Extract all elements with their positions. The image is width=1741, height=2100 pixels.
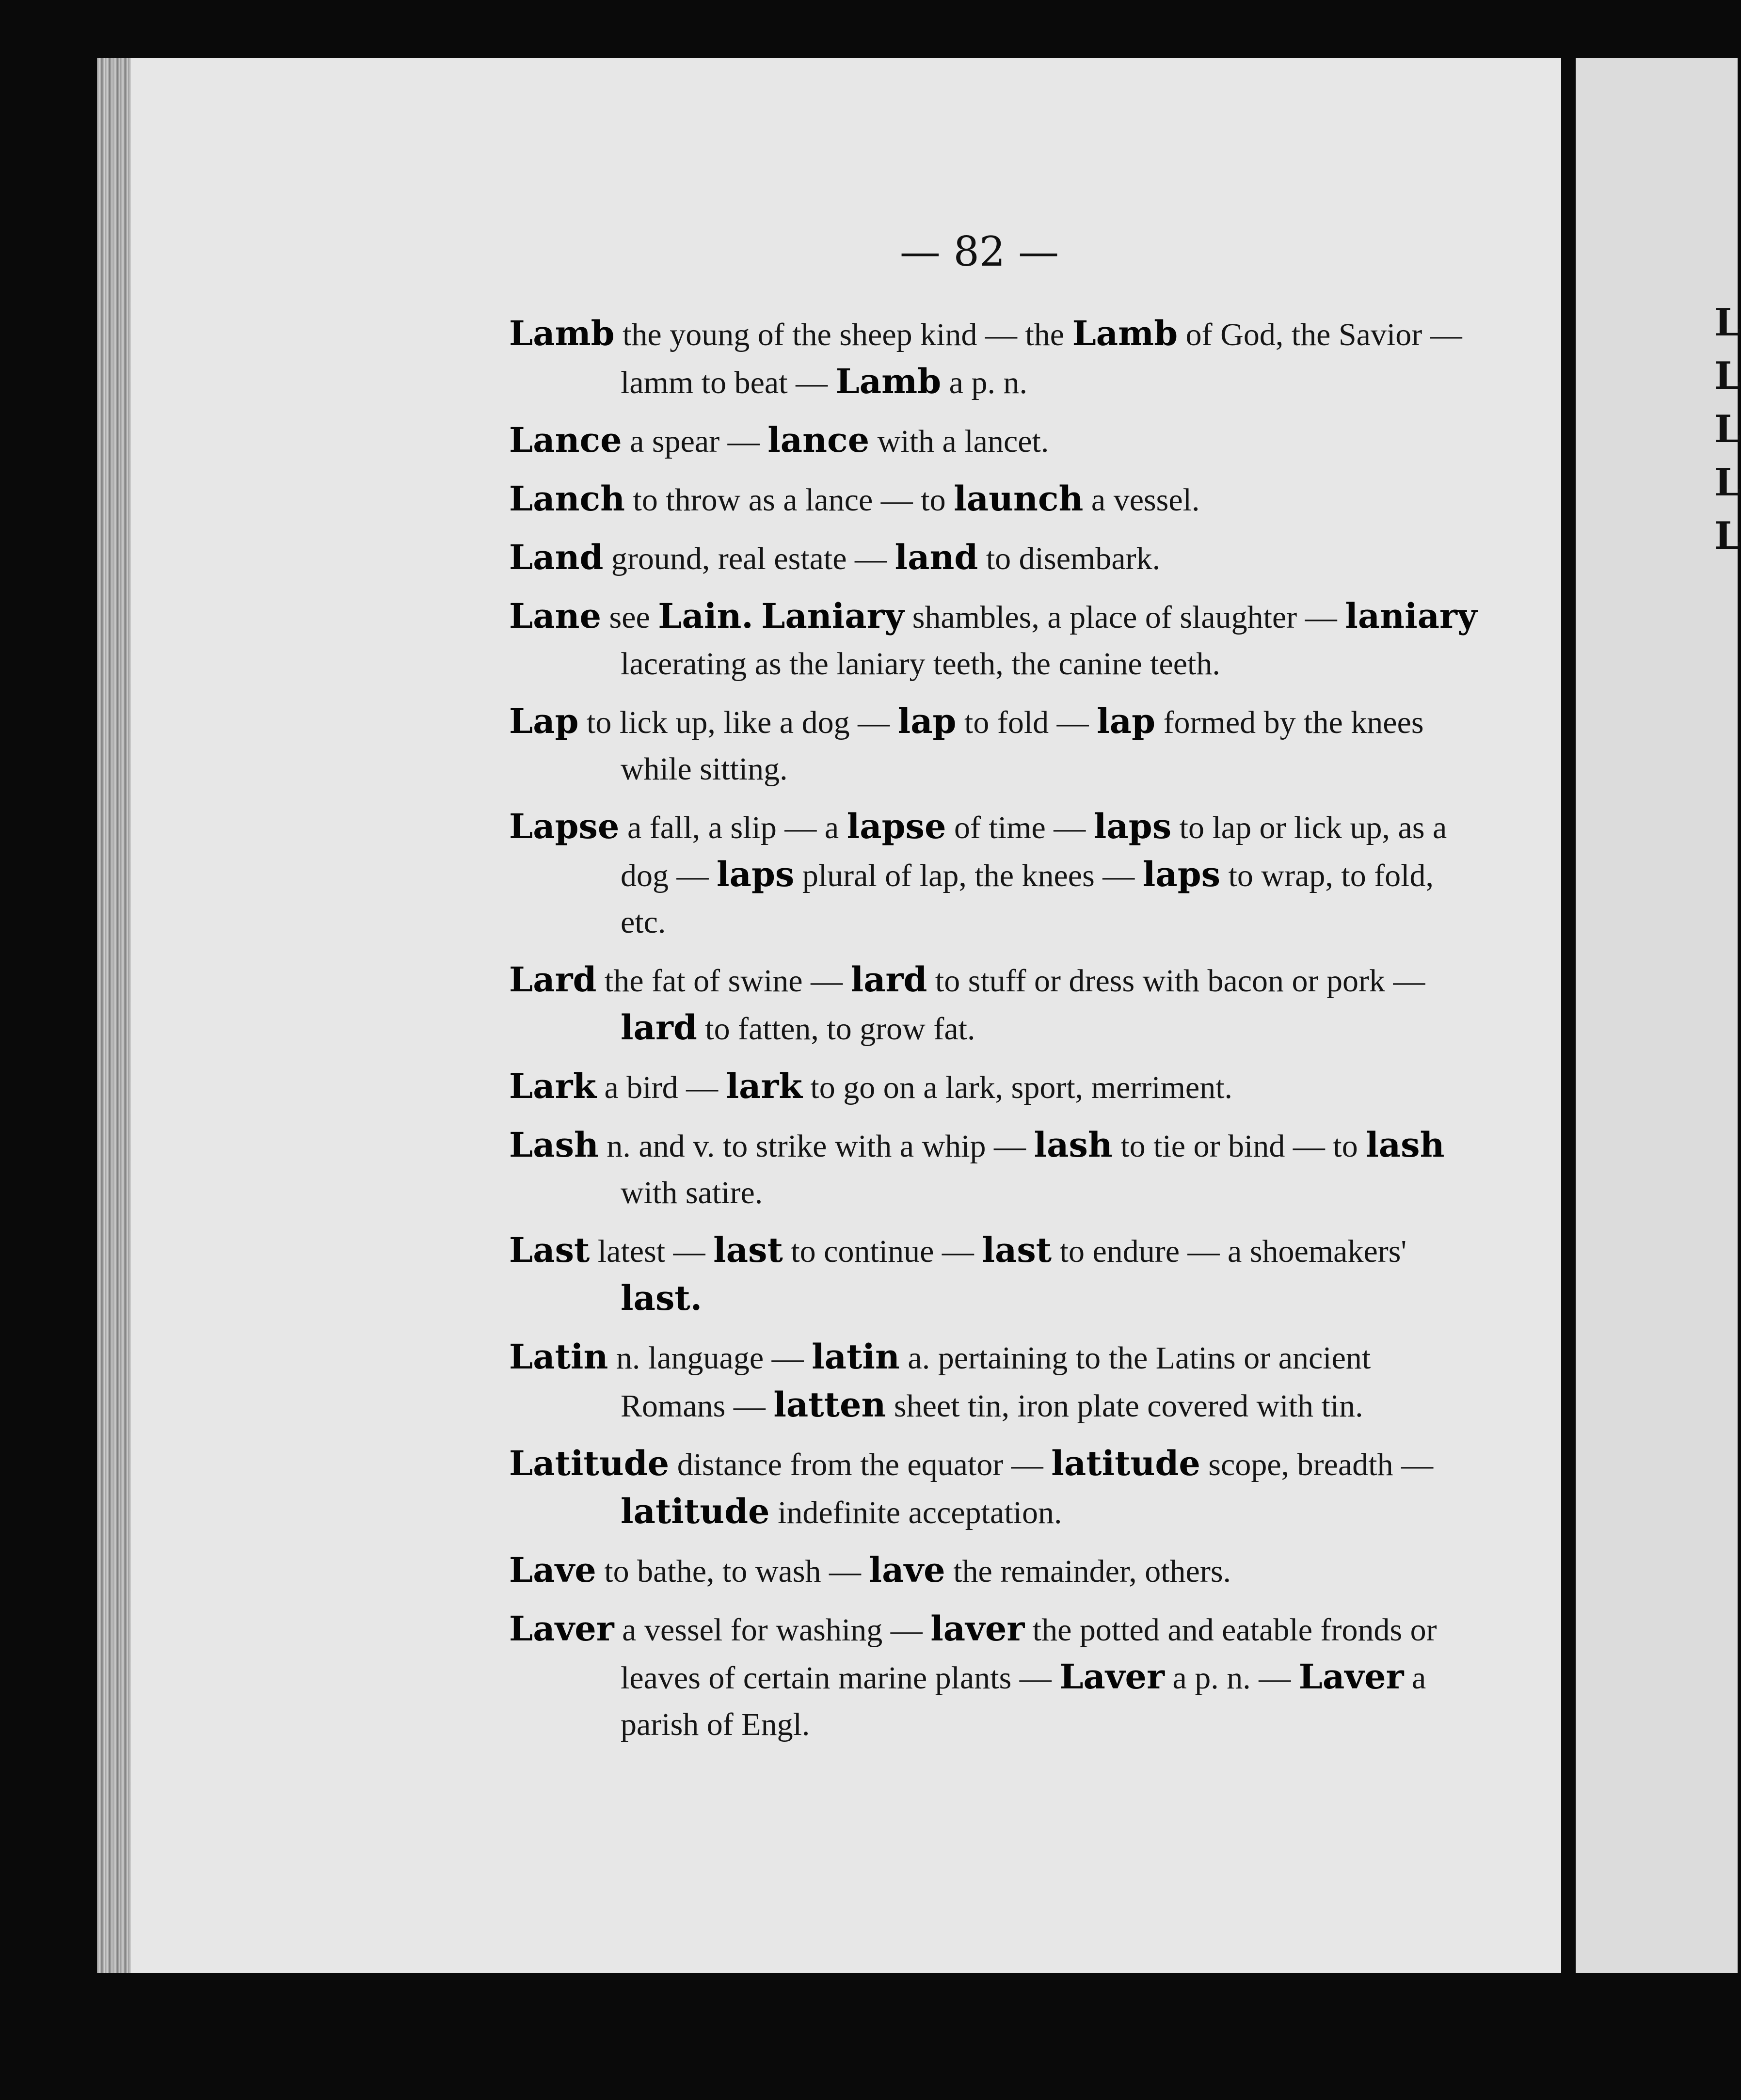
- top-border: [0, 0, 1738, 58]
- headword: lapse: [847, 806, 946, 846]
- headword: last.: [621, 1278, 703, 1318]
- dictionary-entry: Lanch to throw as a lance — to launch a vessel.: [509, 478, 1200, 519]
- dictionary-entry: Latin n. language — latin a. pertaining to the Latins or ancient Romans — latten sheet tin, iron plate covered with tin.: [509, 1336, 1371, 1425]
- dictionary-entry: Lash n. and v. to strike with a whip — lash to tie or bind — to lash with satire.: [509, 1125, 1445, 1210]
- headword: launch: [954, 478, 1084, 519]
- headword: Laniary: [761, 596, 905, 636]
- headword: latten: [773, 1384, 886, 1425]
- headword: lark: [726, 1066, 802, 1106]
- facing-page-fragment: L: [1714, 407, 1741, 451]
- headword: Lave: [509, 1550, 596, 1590]
- headword: laps: [1142, 854, 1221, 894]
- headword: Lamb: [1072, 313, 1178, 353]
- headword: lance: [767, 420, 870, 460]
- page-edge-stack: [97, 58, 136, 1973]
- headword: Lapse: [509, 806, 620, 846]
- headword: Lap: [509, 701, 579, 741]
- headword: Laver: [1059, 1656, 1165, 1697]
- headword: lap: [1097, 701, 1156, 741]
- headword: lard: [621, 1007, 697, 1048]
- facing-page-fragment: L: [1714, 461, 1741, 505]
- dictionary-entry: Lap to lick up, like a dog — lap to fold — lap formed by the knees while sitting.: [509, 701, 1424, 787]
- headword: Latin: [509, 1336, 608, 1377]
- headword: lard: [850, 959, 927, 1000]
- headword: lap: [897, 701, 957, 741]
- headword: laps: [1093, 806, 1172, 846]
- page-number: — 82 —: [899, 228, 1059, 275]
- headword: Lamb: [835, 361, 942, 401]
- dictionary-entry: Lark a bird — lark to go on a lark, sport, merriment.: [509, 1066, 1233, 1106]
- headword: Lanch: [509, 478, 625, 519]
- headword: latitude: [1051, 1443, 1200, 1483]
- headword: Lark: [509, 1066, 596, 1106]
- dictionary-entry: Lave to bathe, to wash — lave the remainder, others.: [509, 1550, 1231, 1590]
- headword: lash: [1366, 1125, 1445, 1165]
- facing-page-fragment: L: [1714, 354, 1741, 398]
- dictionary-entries: [509, 310, 1479, 1759]
- headword: Lard: [509, 959, 597, 1000]
- facing-page-fragment: L: [1714, 301, 1741, 345]
- dictionary-entry: Lance a spear — lance with a lancet.: [509, 420, 1049, 460]
- headword: land: [894, 537, 978, 577]
- headword: lash: [1034, 1125, 1113, 1165]
- headword: Lance: [509, 420, 622, 460]
- headword: Lain.: [658, 596, 753, 636]
- facing-page-fragment: L: [1714, 514, 1741, 558]
- headword: laniary: [1345, 596, 1477, 636]
- dictionary-entry: Latitude distance from the equator — latitude scope, breadth — latitude indefinite acceptation.: [509, 1443, 1434, 1531]
- dictionary-entry: Last latest — last to continue — last to endure — a shoemakers' last.: [509, 1230, 1407, 1318]
- dictionary-entry: Land ground, real estate — land to disembark.: [509, 537, 1161, 577]
- headword: Lash: [509, 1125, 599, 1165]
- headword: latin: [812, 1336, 900, 1377]
- dictionary-entry: Lapse a fall, a slip — a lapse of time — laps to lap or lick up, as a dog — laps plural of lap, the knees — laps to wrap, to fold, etc.: [509, 806, 1447, 940]
- headword: Laver: [1298, 1656, 1404, 1697]
- headword: Lane: [509, 596, 602, 636]
- headword: latitude: [621, 1491, 770, 1531]
- headword: last: [982, 1230, 1052, 1270]
- headword: Last: [509, 1230, 590, 1270]
- bottom-border: [0, 1973, 1738, 2100]
- headword: Land: [509, 537, 604, 577]
- headword: Latitude: [509, 1443, 670, 1483]
- headword: last: [713, 1230, 783, 1270]
- headword: Laver: [509, 1608, 614, 1649]
- dictionary-entry: Lamb the young of the sheep kind — the Lamb of God, the Savior — lamm to beat — Lamb a p. n.: [509, 313, 1462, 401]
- headword: Lamb: [509, 313, 615, 353]
- book-gutter: [1561, 0, 1576, 2100]
- dictionary-entry: Lard the fat of swine — lard to stuff or dress with bacon or pork — lard to fatten, to grow fat.: [509, 959, 1425, 1048]
- dictionary-entry: Laver a vessel for washing — laver the potted and eatable fronds or leaves of certain marine plants — Laver a p. n. — Laver a parish of Engl.: [509, 1608, 1437, 1742]
- facing-page-edge: [1576, 58, 1741, 1973]
- dictionary-entry: Lane see Lain. Laniary shambles, a place of slaughter — laniary lacerating as the laniary teeth, the canine teeth.: [509, 596, 1477, 682]
- headword: laps: [717, 854, 795, 894]
- headword: lave: [869, 1550, 945, 1590]
- headword: laver: [930, 1608, 1025, 1649]
